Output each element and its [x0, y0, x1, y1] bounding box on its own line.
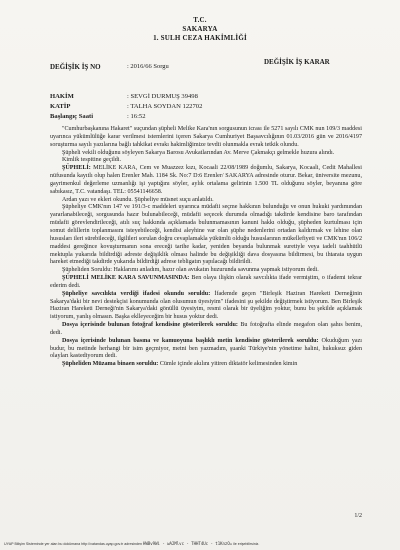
start-time-value: : 16:52 [127, 113, 146, 120]
footer-verification [4, 541, 396, 546]
start-time-row [50, 113, 146, 120]
paragraph: Şüpheli vekili olduğunu söyleyen Sakarya Barosu Avukatlarından Av. Merve Çakmakçı gelmekle huzura alındı. [62, 149, 335, 156]
decision-title: DEĞİŞİK İŞ KARAR [264, 58, 330, 66]
clerk-value: : TALHA SOYDAN 122702 [127, 103, 203, 110]
paragraph: ŞÜPHELİ: MELİKE KARA, Cem ve Muazzez kızı, Kocaali 22/08/1989 doğumlu, Sakarya, Kocaali, Cedit Mahallesi nüfusunda kayıtlı olup halen Erenler Mah. 1184 Sk. No:7 D:6 Erenler/ SAKARYA adresinde oturur. Bekar, üniversite mezunu, gayrimenkul değerleme uzmanlığı işi yaptığını söyler, aylık ortalama gelirinin 1.500 TL olduğunu söyler, beyanına göre sabıkasız, T.C. vatandaşı. TEL: 05541146658. [50, 165, 362, 195]
header-city: SAKARYA [182, 25, 218, 33]
paragraph: Şüpheliye savcılıkta verdiği ifadesi okundu soruldu: İfademde geçen "Birleşik Haziran Hareketi Derneğinin Sakarya'daki bir nevi destekçisi konumunda olan olusumun üyesiyim" ifadesini şu şekilde değiştirmek istiyorum. Ben Birleşik Haziran Hareketi Derneği'nin Sakarya'daki gönüllü üyesiyim, resmi olarak bir üyeliğim yoktur, bunu bu şekilde açıklamak istiyorum, yanlış olmasın. Başka eklleyeceğim bir husus yoktur dedi. [50, 290, 362, 321]
start-time-label: Başlangıç Saati [50, 113, 94, 120]
judge-label: HAKİM [50, 93, 74, 100]
file-number-label: DEĞİŞİK İŞ NO [50, 63, 101, 71]
paragraph: Şüpheliden Soruldu: Haklarımı anladım, hazır olan avukatın huzurunda savunma yapmak istiyorum dedi. [62, 267, 319, 274]
page-number: 1/2 [354, 513, 362, 519]
paragraph: Şüpheliden Müzama binaen soruldu: Cümle içinde akılını yitiren diktatör kelimesinden kimin [62, 361, 298, 368]
paragraph: Dosya içerisinde bulunan basına ve kamuoyuna başlıklı metin kendisine gösterilerek soruldu: Okuduğum yazı budur, bu metinde herhangi bir isim geçmiyor, metni ben yazmadım, şuanki Türkiye'nin yönetime halini, hukuksuz giden olayları kastediyorum dedi. [50, 337, 362, 360]
paragraph: Kimlik tespitine geçildi. [62, 157, 122, 164]
judge-row [50, 93, 198, 100]
document-body [50, 126, 362, 369]
verification-code: HWBv9Wi - wA2Mlvc - THHT4Uc - t1KnzO= [143, 541, 233, 546]
paragraph: Ardan yazı ve ekleri okundu. Şüpheliye müsnet suçu anlatıldı. [62, 196, 214, 203]
header-court: 1. SULH CEZA HAKİMLİĞİ [153, 34, 247, 42]
clerk-row [50, 103, 202, 110]
footer-prefix: UYAP Bilişim Sisteminde yer alan bu dokümana http://vatandas.uyap.gov.tr adresinden [4, 542, 143, 546]
footer-suffix: ile erişebilirsiniz. [233, 542, 260, 546]
paragraph: Şüpheliye CMK'nın 147 ve 191/3-c maddeleri uyarınca müdafii seçme hakkının bulunduğu ve onun hukuki yardımından yararlanabileceği, sorgusunda hazır bulunabileceği, müdafii seçecek durumda olmadığı takdirde kendisine baro tarafından müdafii görevlendirileceği, atılı suç hakkında açıklamada bulunmamasının kanuni hakkı olduğu, şüpheden kurtulması için somut delillerin toplanmasını isteyebileceği, kendisi aleyhine var olan şüphe nedenlerini ortadan kaldırmak ve lehine olan hususları ileri sürebileceği, ilgilileri sorulan doğru cevaplamakla yükümlü olduğu hususlarının mükellefiyeti ve CMK'nın 106/2 maddesi gereğince kovuşturmanın sona ereceği tarihe kadar, yeniden beyanda bulunmak suretiyle veya iadeli taahhütlü mektupla yukarıda bildirdiği adreste değişiklik olması halinde bu değişikliği dava dosyasına bildirmesi, bu ihtarata uygun hareket etmediği takdirde yukarıda bildirdiği adrese tebligatın yapılacağı bildirildi. [50, 204, 362, 266]
file-number-value: : 2016/66 Sorgu [127, 63, 169, 70]
judge-value: : SEVGİ DURMUŞ 39498 [127, 93, 198, 100]
paragraph: ŞÜPHELİ MELİKE KARA SAVUNMASINDA: Ben olaya ilişkin olarak savcılıkta ifade vermiştim, o ifademi tekrar ederim dedi. [50, 275, 363, 289]
header-country: T.C. [193, 16, 207, 24]
paragraph: Dosya içerisinde bulunan fotoğraf kendisine gösterilerek soruldu: Bu fotoğrafta elinde megafon olan şahıs benim, dedi. [50, 322, 362, 336]
clerk-label: KATİP [50, 103, 71, 110]
paragraph: "Cumhurbaşkanına Hakaret" suçundan şüpheli Melike Kara'nın sorgusunun icrası ile 5271 sayılı CMK nun 109/3 maddesi uyarınca yükümlülüğe karar verilmesi istemlerini içeren Sakarya Cumhuriyet Başsavcılığının 01.03/2016 gün ve 2016/4197 soruşturma sayılı yazılarına bağlı tahkikat evrakı hakimliğimize tevdii olunmakla evrak tetkik olundu. [50, 126, 362, 148]
